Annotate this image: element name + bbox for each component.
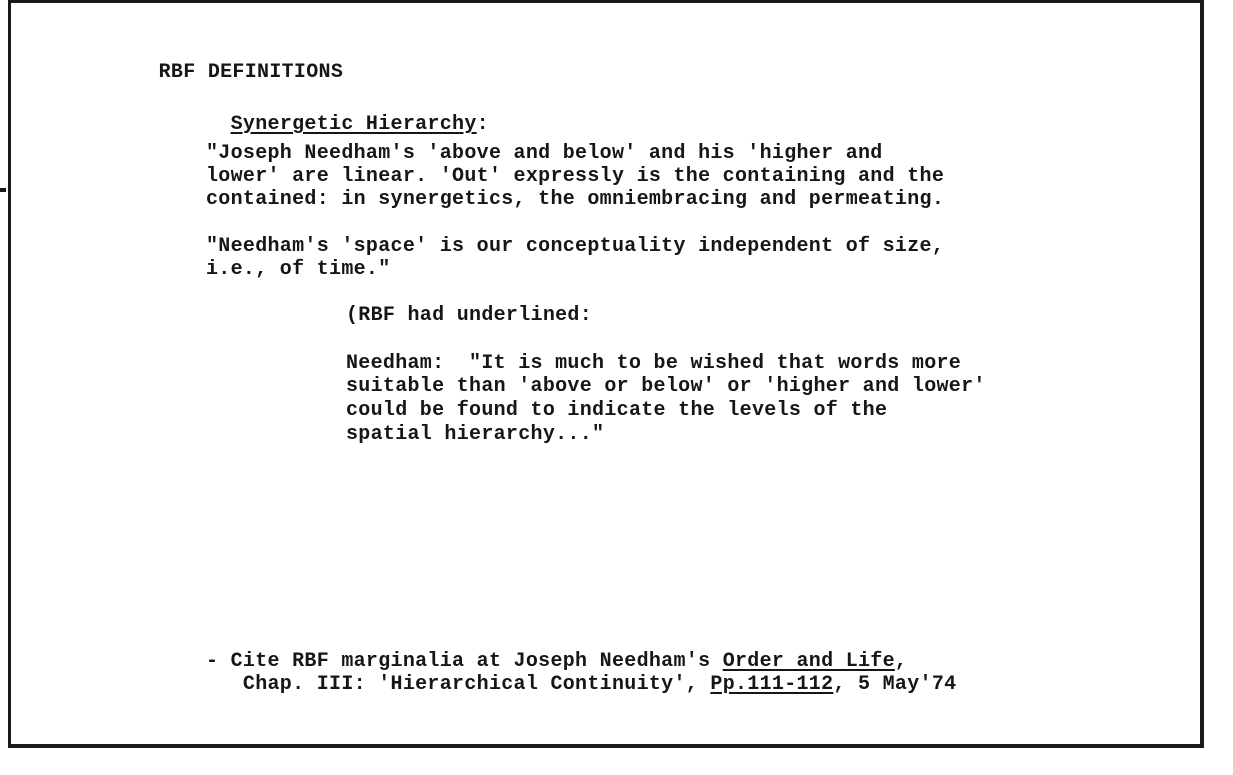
quote1-line: lower' are linear. 'Out' expressly is the containing and the [206, 165, 945, 188]
citation-prefix: - Cite RBF marginalia at Joseph Needham's [206, 650, 723, 673]
header-text: RBF DEFINITIONS [158, 61, 344, 84]
quote1-line: contained: in synergetics, the omniembracing and permeating. [206, 188, 945, 211]
quote2-line: "Needham's 'space' is our conceptuality independent of size, [206, 235, 945, 258]
citation-pages: Pp.111-112 [710, 673, 834, 696]
underlined-note-intro: (RBF had underlined: [346, 304, 593, 327]
document-header [134, 40, 343, 84]
needham-quote-line: Needham: "It is much to be wished that words more [346, 352, 962, 375]
quote2-line: i.e., of time." [206, 258, 391, 281]
citation-comma: , [894, 650, 908, 673]
quote1-line: "Joseph Needham's 'above and below' and his 'higher and [206, 142, 883, 165]
citation-date: , 5 May'74 [833, 673, 957, 696]
term-heading [206, 92, 489, 136]
citation-line-2 [206, 674, 956, 696]
needham-quote-line: suitable than 'above or below' or 'higher and lower' [346, 375, 986, 398]
needham-quote-line: could be found to indicate the levels of the [346, 399, 888, 422]
term-title: Synergetic Hierarchy [230, 113, 477, 136]
citation-chapter: Chap. III: 'Hierarchical Continuity', [206, 673, 711, 696]
margin-tick-mark [0, 188, 6, 192]
citation-line-1 [206, 651, 907, 673]
term-colon: : [476, 113, 489, 136]
needham-quote-line: spatial hierarchy..." [346, 423, 605, 446]
citation-book-title: Order and Life [722, 650, 895, 673]
